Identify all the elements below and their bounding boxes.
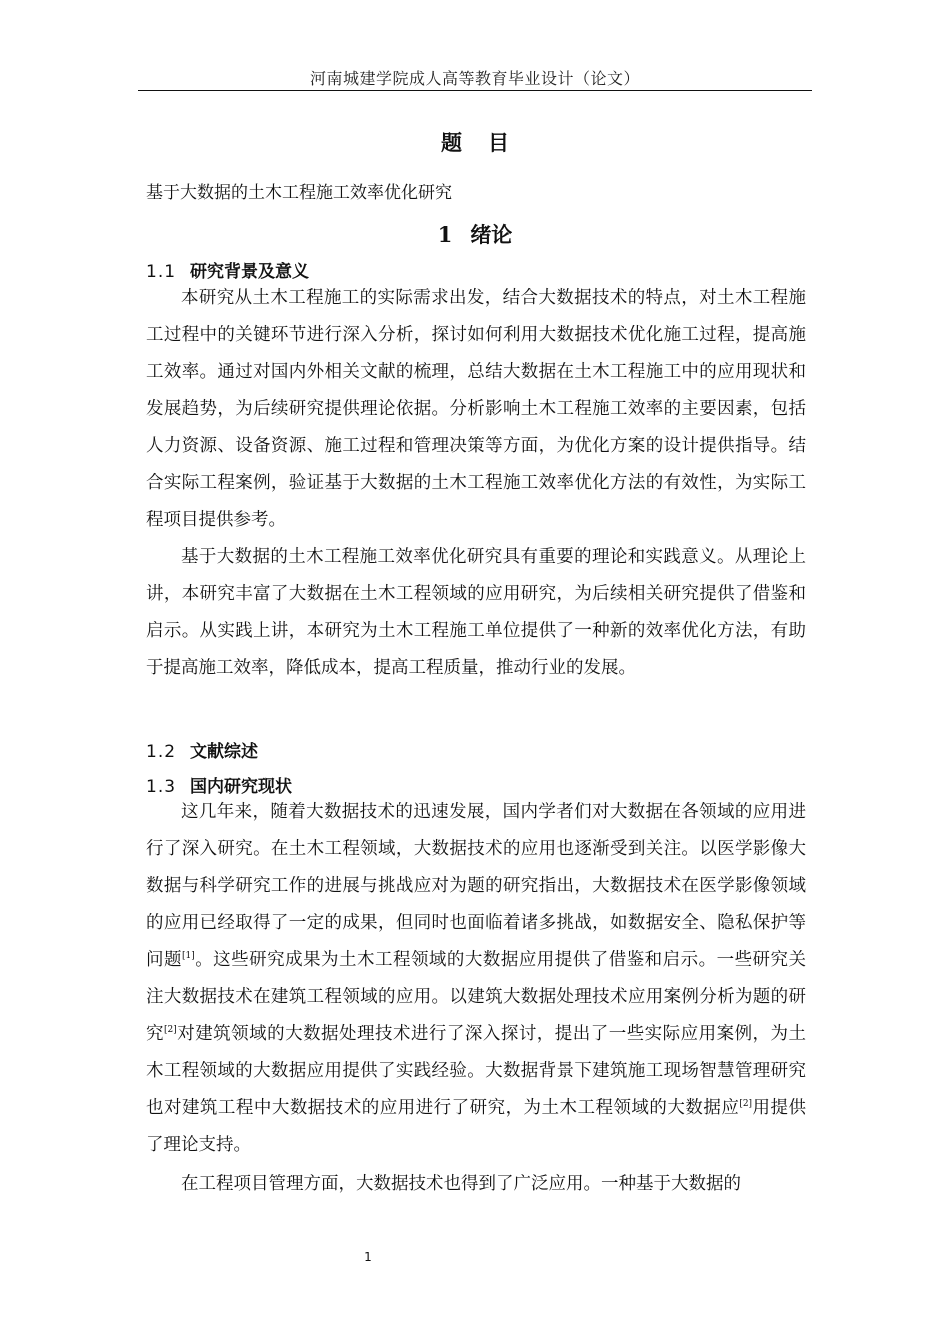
section-number: 1.1 xyxy=(146,262,177,282)
section-heading-1-2 xyxy=(146,737,258,762)
paragraph-significance: 基于大数据的土木工程施工效率优化研究具有重要的理论和实践意义。从理论上讲，本研究丰富了大数据在土木工程领域的应用研究，为后续相关研究提供了借鉴和启示。从实践上讲，本研究为土木工程施工单位提供了一种新的效率优化方法，有助于提高施工效率，降低成本，提高工程质量，推动行业的发展。 xyxy=(146,547,806,678)
topic-heading: 题目 xyxy=(441,130,535,155)
paragraph-research-background: 本研究从土木工程施工的实际需求出发，结合大数据技术的特点，对土木工程施工过程中的关键环节进行深入分析，探讨如何利用大数据技术优化施工过程，提高施工效率。通过对国内外相关文献的梳理，总结大数据在土木工程施工中的应用现状和发展趋势，为后续研究提供理论依据。分析影响土木工程施工效率的主要因素，包括人力资源、设备资源、施工过程和管理决策等方面，为优化方案的设计提供指导。结合实际工程案例，验证基于大数据的土木工程施工效率优化方法的有效性，为实际工程项目提供参考。 xyxy=(146,288,806,530)
section-number: 1.2 xyxy=(146,742,177,762)
chapter-title: 绪论 xyxy=(470,222,513,247)
running-header: 河南城建学院成人高等教育毕业设计（论文） xyxy=(309,69,640,88)
section-title: 文献综述 xyxy=(190,742,259,762)
paragraph-text: 用提供了理论支持。 xyxy=(146,1098,807,1155)
chapter-heading xyxy=(138,219,812,249)
paragraph-text: 这几年来，随着大数据技术的迅速发展，国内学者们对大数据在各领域的应用进行了深入研究。在土木工程领域，大数据技术的应用也逐渐受到关注。以医学影像大数据与科学研究工作的进展与挑战应对为题的研究指出，大数据技术在医学影像领域的应用已经取得了一定的成果，但同时也面临着诸多挑战，如数据安全、隐私保护等问题 xyxy=(146,802,806,970)
section-number: 1.3 xyxy=(146,777,177,797)
header-rule xyxy=(138,90,812,91)
paragraph-domestic-research xyxy=(146,794,806,1164)
citation-ref: [1] xyxy=(181,951,195,961)
thesis-topic: 基于大数据的土木工程施工效率优化研究 xyxy=(146,183,452,203)
chapter-number: 1 xyxy=(437,222,453,247)
page-number: 1 xyxy=(364,1250,372,1264)
paragraph-text: 对建筑领域的大数据处理技术进行了深入探讨，提出了一些实际应用案例，为土木工程领域的大数据应用提供了实践经验。大数据背景下建筑施工现场智慧管理研究也对建筑工程中大数据技术的应用进行了研究，为土木工程领域的大数据应 xyxy=(146,1024,807,1118)
section-heading-1-1 xyxy=(146,257,309,282)
paragraph-project-management: 在工程项目管理方面，大数据技术也得到了广泛应用。一种基于大数据的 xyxy=(181,1174,741,1194)
citation-ref: [2] xyxy=(163,1025,177,1035)
citation-ref: [2] xyxy=(739,1099,753,1109)
section-title: 国内研究现状 xyxy=(190,777,293,797)
paragraph-text: 。这些研究成果为土木工程领域的大数据应用提供了借鉴和启示。一些研究关注大数据技术在建筑工程领域的应用。以建筑大数据处理技术应用案例分析为题的研究 xyxy=(146,950,807,1044)
section-title: 研究背景及意义 xyxy=(190,262,310,282)
